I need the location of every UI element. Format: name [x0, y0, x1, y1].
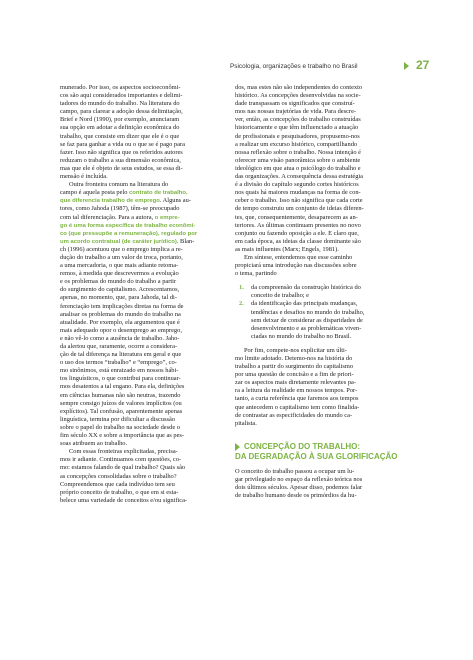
line-text: de tempo construiu um conjunto de ideias diferen- [235, 205, 364, 213]
line-text: as concepções consolidadas sobre o trabalho? [60, 472, 177, 480]
list-number: 2. [239, 300, 244, 308]
line-text: a uma mercadoria, o que mais adiante retoma- [60, 262, 179, 270]
text-line [60, 408, 213, 416]
line-text: dois últimos séculos. Apesar disso, podemos falar [235, 484, 363, 492]
line-text: com tal diferenciação. Para a autora, [60, 213, 155, 221]
line-text: tanto, a curta referência que faremos aos tempos [235, 395, 359, 403]
text-line [235, 246, 388, 254]
text-line [235, 149, 388, 157]
text-line [235, 468, 388, 476]
running-title: Psicologia, organizações e trabalho no Brasil [230, 63, 358, 70]
line-text: atualidade. Por exemplo, ela argumentou que é [60, 318, 180, 326]
line-text: próprio conceito de trabalho, o que em si esta- [60, 488, 179, 496]
list-item-line: da identificação das principais mudanças, [251, 300, 358, 308]
text-line [60, 327, 213, 335]
text-line [60, 141, 213, 149]
highlighted-text: que diferencia trabalho de emprego [60, 198, 160, 205]
line-text: munerado. Por isso, os aspectos socioeconômi- [60, 84, 181, 91]
line-text: tores, como Jahoda (1987), têm-se preocupado [60, 205, 180, 213]
line-text: do surgimento do capitalismo. Acrescentamos, [60, 286, 180, 294]
text-line [60, 205, 213, 213]
text-line [60, 440, 213, 448]
line-text: teriores. As últimas continuam presentes no novo [235, 221, 361, 229]
text-line [60, 214, 213, 222]
line-text: das organizações. A consequência dessa estratégia [235, 173, 363, 181]
text-line [60, 343, 213, 351]
highlighted-text: o empre- [154, 214, 180, 221]
text-line [60, 173, 213, 181]
section-title-line-1: CONCEPÇÃO DO TRABALHO: [244, 441, 360, 451]
text-line [235, 420, 388, 428]
line-text: se faz para ganhar a vida ou o que se é pago para [60, 140, 185, 148]
line-text: ção de tal diferença na literatura em geral e que [60, 351, 182, 359]
text-line [60, 238, 213, 246]
line-text: dos, mas estes não são independentes do contexto [235, 84, 363, 91]
line-text: ch (1996) acentuou que o emprego implica a re- [60, 245, 183, 253]
highlighted-text: go é uma forma específica de trabalho econômi- [60, 222, 196, 229]
text-line [235, 189, 388, 197]
line-text: ceber o trabalho. Isso não significa que cada corte [235, 197, 363, 205]
text-line [60, 278, 213, 286]
line-text: campo é aquela posta pelo [60, 189, 130, 197]
line-text: linguística, termina por dificultar a discussão [60, 415, 176, 423]
text-line [60, 375, 213, 383]
list-item [235, 284, 388, 300]
page-number: 27 [416, 58, 430, 72]
text-line [60, 254, 213, 262]
text-line [235, 222, 388, 230]
line-text: Com essas fronteiras explicitadas, precisa- [69, 448, 178, 456]
list-item [235, 300, 388, 340]
list-number: 1. [239, 284, 244, 292]
text-line [60, 157, 213, 165]
line-text: que antecedem o capitalismo tem como finalida- [235, 403, 360, 411]
text-line [235, 100, 388, 108]
right-column [235, 84, 398, 500]
text-line [60, 286, 213, 294]
line-text: de contrastar as especificidades do mundo ca- [235, 411, 353, 419]
text-line [60, 359, 213, 367]
line-text: sempre consigo juízos de valores implícitos (ou [60, 399, 182, 407]
text-line [60, 222, 213, 230]
highlighted-text: co (que pressupõe a remuneração), regulado por [60, 230, 198, 237]
line-text: em cada época, as ideias da classe dominante são [235, 237, 361, 245]
section-title-line-2: DA DEGRADAÇÃO À SUA GLORIFICAÇÃO [235, 451, 398, 461]
list-item-line: da compreensão da construção histórica do [251, 284, 361, 292]
line-text: analisar os problemas do mundo do trabalho na [60, 310, 181, 318]
line-text: Por fim, compete-nos explicitar um últi- [244, 346, 347, 354]
text-line [235, 165, 388, 173]
text-line [60, 124, 213, 132]
text-line [235, 181, 388, 189]
highlighted-text: contrato de trabalho, [129, 190, 188, 197]
line-text: oferecer uma visão panorâmica sobre o ambiente [235, 156, 361, 164]
line-text: Compreendemos que cada indivíduo tem seu [60, 480, 175, 488]
line-text: e os problemas do mundo do trabalho a partir [60, 278, 177, 286]
text-line [60, 84, 213, 92]
line-text: mais adequado opor o desemprego ao emprego, [60, 326, 182, 334]
text-line [60, 133, 213, 141]
line-text: zar os aspectos mais diretamente relevantes pa- [235, 379, 357, 387]
line-text: tadores do mundo do trabalho. Na literatura do [60, 100, 180, 108]
line-text: é a divisão do capítulo segundo cortes históricos [235, 181, 359, 189]
text-line [60, 392, 213, 400]
text-line [235, 133, 388, 141]
text-line [60, 481, 213, 489]
line-text: fazer. Isso não significa que os referidos autores [60, 148, 183, 156]
text-line [235, 355, 388, 363]
line-text: tos linguísticos, o que contribui para continuar- [60, 375, 181, 383]
line-text: histórico. As concepções desenvolvidas na socie- [235, 92, 361, 100]
line-text: mo: estamos falando de qual trabalho? Quais são [60, 464, 186, 472]
numbered-list [235, 284, 388, 341]
text-line [235, 141, 388, 149]
text-line [235, 92, 388, 100]
line-text: explícitos). Tal confusão, aparentemente apenas [60, 407, 183, 415]
text-line [60, 367, 213, 375]
text-line [60, 311, 213, 319]
line-text: sua opção em adotar a definição econômica do [60, 124, 180, 132]
text-line [60, 432, 213, 440]
list-item-line: sem deixar de considerar as disparidades de [251, 316, 363, 324]
line-text: as mais influentes (Marx; Engels, 1981). [235, 245, 339, 253]
line-text: tes, que, consequentemente, desaparecem as an- [235, 213, 358, 221]
line-text: em ciências humanas não são neutras, trazendo [60, 391, 181, 399]
list-item-line: desenvolvimento e as problemáticas viven- [251, 324, 362, 332]
line-text: Em síntese, entendemos que esse caminho [244, 253, 353, 261]
line-text: mas que ele é objeto de seus estudos, se essa di- [60, 164, 183, 172]
text-line [235, 230, 388, 238]
text-line [60, 100, 213, 108]
text-line [235, 157, 388, 165]
line-text: de profissionais e pesquisadores, propusemo-nos [235, 132, 360, 140]
text-line [60, 351, 213, 359]
line-text: o tema, partindo [235, 270, 277, 278]
line-text: mos ir adiante. Continuamos com questões, co- [60, 456, 182, 464]
section-marker-icon [235, 443, 240, 451]
text-line [60, 383, 213, 391]
text-line [235, 238, 388, 246]
text-line [60, 197, 213, 205]
line-text: cos são aqui considerados importantes e delimi- [60, 92, 183, 100]
list-item-line: ciadas no mundo do trabalho no Brasil. [251, 332, 352, 340]
section-heading [235, 441, 398, 462]
text-line [235, 116, 388, 124]
text-line [60, 489, 213, 497]
line-text: fim século XX e sobre a importância que as pes- [60, 432, 185, 440]
right-paragraphs-1 [235, 84, 388, 278]
text-line [235, 173, 388, 181]
line-text: ideológico em que atua o psicólogo do trabalho e [235, 164, 361, 172]
text-line [60, 262, 213, 270]
text-line [60, 424, 213, 432]
line-text: nos quais há maiores mudanças na forma de con- [235, 189, 361, 197]
line-text: por uma questão de concisão e a fim de priori- [235, 371, 354, 379]
line-text: ver, então, as concepções do trabalho construídas [235, 116, 361, 124]
line-text-tail: . Blan- [176, 237, 195, 245]
line-text: dução do trabalho a um valor de troca, portanto, [60, 253, 183, 261]
text-line [235, 205, 388, 213]
right-paragraphs-3 [235, 468, 388, 500]
text-line [235, 371, 388, 379]
line-text: apenas, no momento, que, para Jahoda, tal di- [60, 294, 177, 302]
line-text: historicamente e que têm influenciado a atuação [235, 124, 359, 132]
running-header [230, 60, 435, 74]
left-column [60, 84, 213, 505]
text-line [235, 492, 388, 500]
line-text: de trabalho humano desde os primórdios da hu- [235, 492, 357, 500]
line-text: reduzam o trabalho a sua dimensão econômica, [60, 156, 181, 164]
text-line [235, 270, 388, 278]
text-line [60, 456, 213, 464]
text-line [235, 254, 388, 262]
text-line [235, 476, 388, 484]
line-text: sobre o papel do trabalho na sociedade desde o [60, 423, 180, 431]
text-line [60, 416, 213, 424]
text-line [60, 149, 213, 157]
text-line [60, 294, 213, 302]
text-line [60, 448, 213, 456]
text-line [60, 319, 213, 327]
text-line [235, 363, 388, 371]
text-line [235, 484, 388, 492]
text-line [60, 270, 213, 278]
line-text: ra a leitura da realidade em nossos tempos. Por- [235, 387, 358, 395]
text-line [235, 412, 388, 420]
line-text: Outra fronteira comum na literatura do [69, 181, 169, 189]
line-text: da alertou que, raramente, ocorre a considera- [60, 343, 178, 350]
line-text: O conceito do trabalho passou a ocupar um lu- [235, 467, 355, 475]
line-text: Brief e Nord (1990), por exemplo, anunciaram [60, 116, 180, 124]
text-line [235, 84, 388, 92]
text-line [60, 303, 213, 311]
line-text: a realizar um excurso histórico, compartilhando [235, 140, 358, 148]
text-line [60, 189, 213, 197]
text-line [235, 379, 388, 387]
text-line [235, 197, 388, 205]
text-line [235, 395, 388, 403]
text-line [60, 246, 213, 254]
text-line [60, 335, 213, 343]
line-text: mos nas nossas trajetórias de vida. Para descre- [235, 108, 357, 116]
text-line [60, 116, 213, 124]
line-text: trabalho a partir do surgimento do capitalismo [235, 363, 354, 371]
line-text: mensão é incluída. [60, 173, 108, 181]
text-line [235, 347, 388, 355]
line-text: e não vê-lo como a ausência de trabalho. Jaho- [60, 334, 180, 342]
line-text: nossa reflexão sobre o trabalho. Nossa intenção é [235, 148, 361, 156]
line-text: mos desatentos a tal engano. Para ela, definições [60, 383, 185, 391]
text-line [235, 404, 388, 412]
text-line [60, 230, 213, 238]
text-line [235, 214, 388, 222]
line-text: pitalista. [235, 419, 257, 427]
line-text: conjunto ou fazendo oposição a ele. É claro que, [235, 229, 359, 237]
line-text: remos, à medida que descrevermos a evolução [60, 270, 179, 278]
line-text: belece uma variedade de conceitos e/ou significa- [60, 496, 188, 504]
text-line [60, 464, 213, 472]
line-text: mo sinônimos, está enraizado em nossos hábi- [60, 367, 179, 375]
text-line [60, 400, 213, 408]
line-text: trabalho, que consiste em dizer que ele é o que [60, 132, 180, 140]
line-text: propiciará uma introdução nas discussões sobre [235, 262, 357, 270]
triangle-marker-icon [404, 62, 409, 70]
list-item-line: tendências e desafios no mundo do trabalho, [251, 308, 365, 316]
text-line [235, 108, 388, 116]
text-line [60, 165, 213, 173]
line-text: campo, para clarear a adoção dessa delimitação, [60, 108, 183, 116]
text-line [235, 124, 388, 132]
text-line [60, 92, 213, 100]
text-line [60, 108, 213, 116]
line-text: dade transpassam os significados que construí- [235, 100, 355, 108]
right-paragraphs-2 [235, 347, 388, 428]
highlighted-text: um acordo contratual (de caráter jurídico) [60, 238, 177, 245]
line-text: soas atribuem ao trabalho. [60, 440, 128, 448]
line-text: ferenciação tem implicações diretas na forma de [60, 302, 184, 310]
line-text: o uso dos termos “trabalho” e “emprego”, co- [60, 359, 177, 367]
line-text-tail: . Alguns au- [159, 197, 191, 205]
list-item-line: conceito de trabalho; e [251, 292, 310, 300]
text-line [235, 387, 388, 395]
line-text: gar privilegiado no espaço da reflexão teórica nos [235, 475, 363, 483]
text-line [60, 473, 213, 481]
line-text: mo limite adotado. Detemo-nos na história do [235, 355, 353, 362]
text-line [60, 181, 213, 189]
text-line [60, 497, 213, 505]
text-line [235, 262, 388, 270]
